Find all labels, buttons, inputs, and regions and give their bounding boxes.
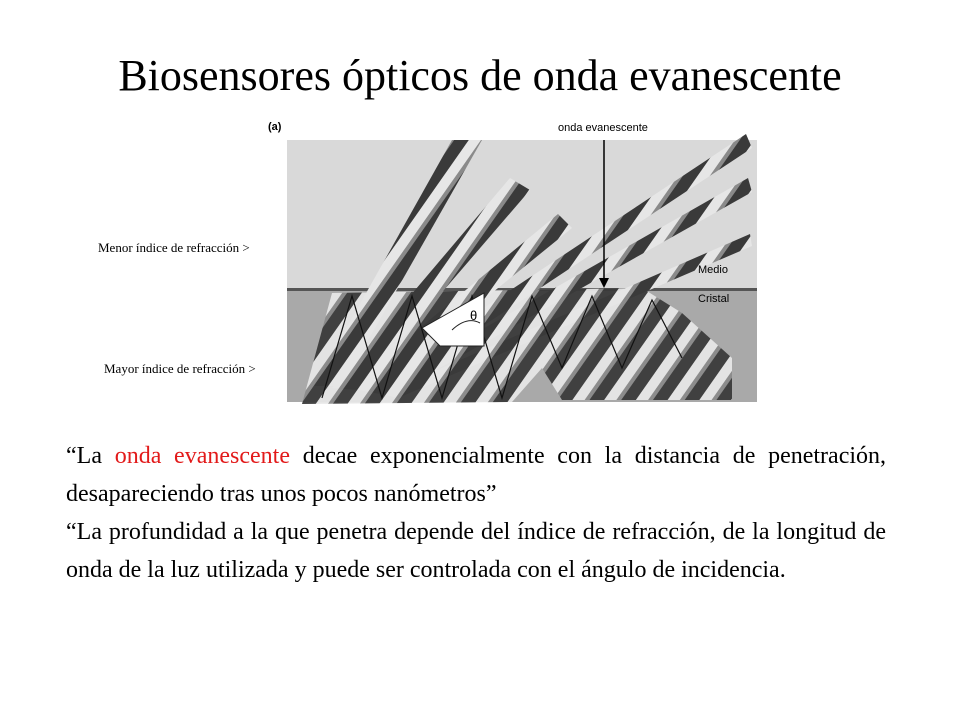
highlight-evanescent-wave: onda evanescente	[114, 443, 290, 469]
label-medium: Medio	[698, 264, 728, 276]
evanescent-wave-figure	[262, 118, 782, 418]
label-lower-refractive-index: Menor índice de refracción >	[98, 240, 250, 255]
slide-title: Biosensores ópticos de onda evanescente	[118, 51, 842, 100]
slide-body	[66, 437, 886, 589]
label-higher-refractive-index: Mayor índice de refracción >	[104, 361, 256, 376]
paragraph-depth: “La profundidad a la que penetra depende del índice de refracción, de la longitud de onda de la luz utilizada y puede ser controlada con el ángulo de incidencia.	[66, 519, 886, 583]
paragraph-decay-rest: decae exponencialmente con la distancia de penetración, desapareciendo tras unos pocos nanómetros”	[66, 443, 887, 507]
panel-label: (a)	[268, 121, 282, 133]
label-evanescent-wave: onda evanescente	[558, 122, 648, 134]
paragraph-decay	[66, 437, 886, 513]
paragraph-decay-open: “La	[66, 443, 115, 469]
label-crystal: Cristal	[698, 293, 730, 305]
label-angle: θ	[470, 308, 478, 323]
